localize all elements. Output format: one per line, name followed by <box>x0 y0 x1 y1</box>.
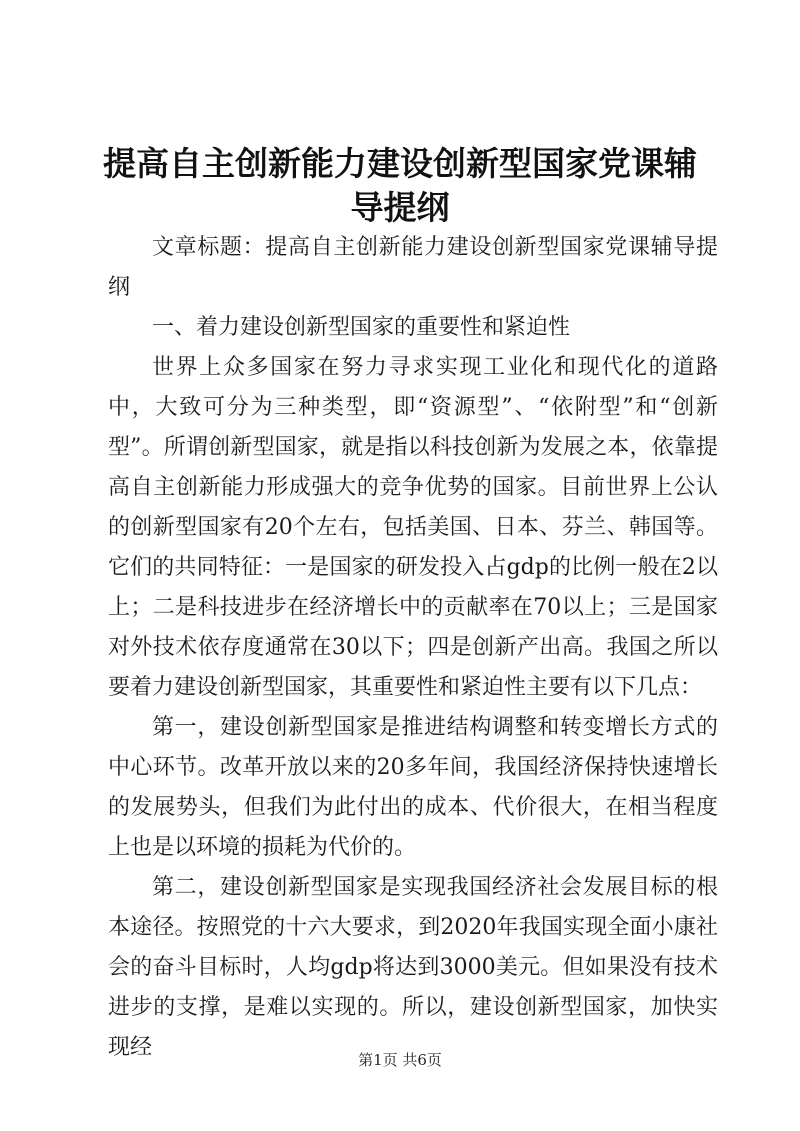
section-heading: 一、着力建设创新型国家的重要性和紧迫性 <box>152 315 571 340</box>
page-indicator: 第1页 共6页 <box>358 1051 442 1069</box>
body-paragraph: 世界上众多国家在努力寻求实现工业化和现代化的道路中，大致可分为三种类型，即“资源型”、“依附型”和“创新型”。所谓创新型国家，就是指以科技创新为发展之本，依靠提高自主创新能力形成强大的竞争优势的国家。目前世界上公认的创新型国家有20个左右，包括美国、日本、芬兰、韩国等。它们的共同特征：一是国家的研发投入占gdp的比例一般在2以上；二是科技进步在经济增长中的贡献率在70以上；三是国家对外技术依存度通常在30以下；四是创新产出高。我国之所以要着力建设创新型国家，其重要性和紧迫性主要有以下几点： <box>108 355 718 700</box>
document-body <box>108 228 718 1068</box>
body-paragraph: 第二，建设创新型国家是实现我国经济社会发展目标的根本途径。按照党的十六大要求，到2020年我国实现全面小康社会的奋斗目标时，人均gdp将达到3000美元。但如果没有技术进步的支撑，是难以实现的。所以，建设创新型国家，加快实现经 <box>108 875 718 1060</box>
page-title: 提高自主创新能力建设创新型国家党课辅导提纲 <box>103 144 697 227</box>
body-paragraph: 第一，建设创新型国家是推进结构调整和转变增长方式的中心环节。改革开放以来的20多年间，我国经济保持快速增长的发展势头，但我们为此付出的成本、代价很大，在相当程度上也是以环境的损耗为代价的。 <box>108 715 718 860</box>
article-title-line: 文章标题：提高自主创新能力建设创新型国家党课辅导提纲 <box>108 235 718 300</box>
